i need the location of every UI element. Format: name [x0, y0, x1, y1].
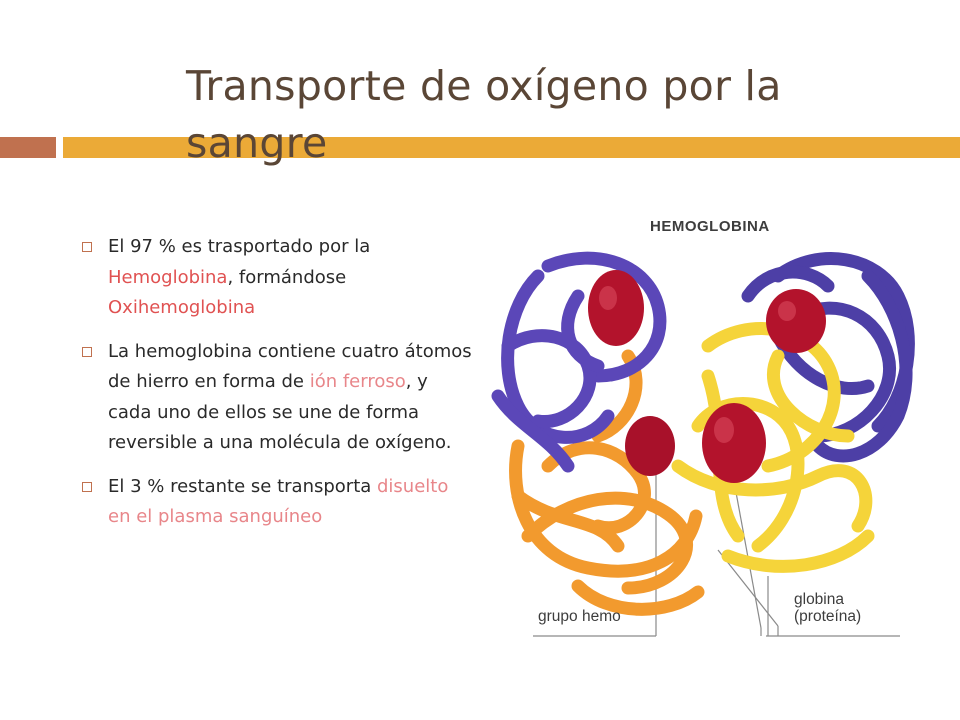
highlight-oxihemoglobina: Oxihemoglobina	[108, 297, 256, 318]
hemoglobin-molecule-illustration	[478, 196, 960, 656]
bullet-text: El 97 % es trasportado por la Hemoglobina, formándose Oxihemoglobina	[108, 236, 371, 318]
highlight-hemoglobina: Hemoglobina	[108, 266, 228, 288]
bullet-text: La hemoglobina contiene cuatro átomos de hierro en forma de ión ferroso, y cada uno de ellos se une de forma reversible a una molécula de oxígeno.	[108, 340, 472, 453]
label-grupo-hemo: grupo hemo	[538, 608, 621, 625]
bullet-text: El 3 % restante se transporta disuelto en el plasma sanguíneo	[108, 475, 449, 527]
hollow-square-bullet-icon	[82, 347, 92, 357]
highlight-plasma: disuelto en el plasma sanguíneo	[108, 475, 449, 527]
highlight-ion-ferroso: ión ferroso	[309, 371, 406, 392]
figure-title: HEMOGLOBINA	[650, 218, 770, 235]
accent-bar-left	[0, 137, 56, 158]
orange-chain	[516, 356, 698, 609]
bullet-item-hierro	[82, 337, 474, 459]
bullet-list	[82, 232, 474, 546]
hemoglobin-figure	[478, 196, 960, 656]
label-globina: globina (proteína)	[794, 591, 862, 625]
bullet-item-plasma	[82, 472, 474, 533]
slide-title: Transporte de oxígeno por la sangre	[186, 62, 782, 167]
hollow-square-bullet-icon	[82, 482, 92, 492]
bullet-item-hemoglobina	[82, 232, 474, 324]
hollow-square-bullet-icon	[82, 242, 92, 252]
